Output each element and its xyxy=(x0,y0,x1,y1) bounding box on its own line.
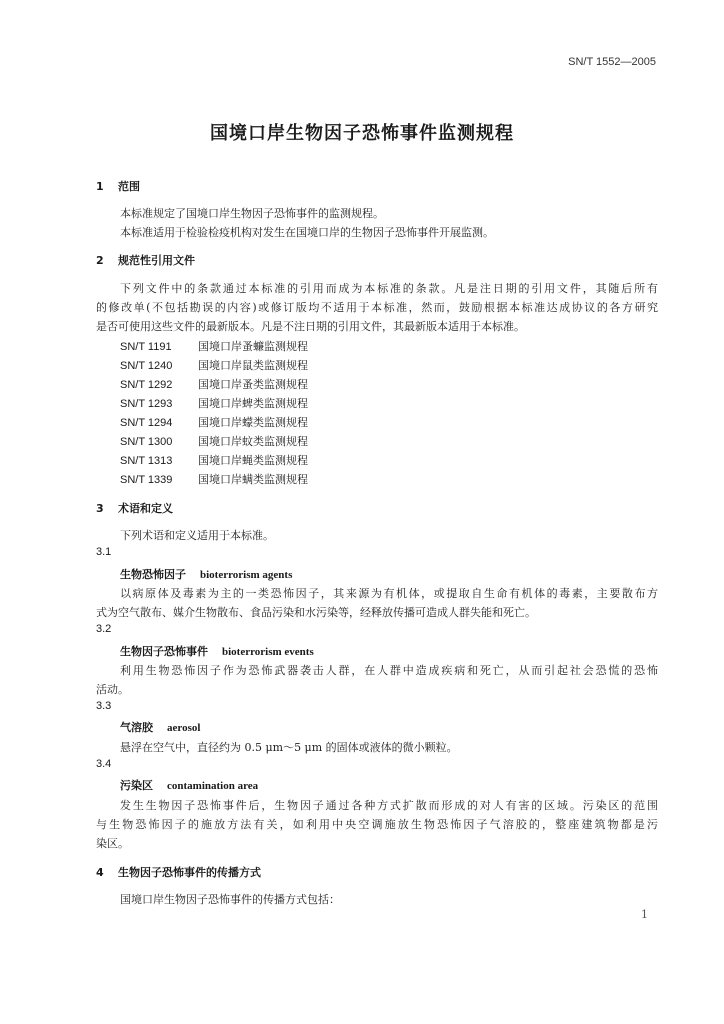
term-chinese: 污染区 xyxy=(120,779,153,792)
page-number: 1 xyxy=(641,908,648,921)
paragraph-line: 活动。 xyxy=(96,683,129,696)
section-number: 3 xyxy=(96,502,104,515)
section-3-heading xyxy=(96,500,173,516)
reference-code: SN/T 1293 xyxy=(120,398,173,410)
reference-name: 国境口岸螨类监测规程 xyxy=(198,473,308,486)
reference-code: SN/T 1191 xyxy=(120,341,172,353)
term-chinese: 生物恐怖因子 xyxy=(120,568,186,581)
reference-name: 国境口岸蚤类监测规程 xyxy=(198,378,308,391)
line-text: 以病原体及毒素为主的一类恐怖因子，其来源为有机体，或提取自生命有机体的毒素，主要散布方 xyxy=(120,587,658,600)
reference-code: SN/T 1339 xyxy=(120,474,173,486)
reference-item xyxy=(120,452,308,468)
section-2-heading xyxy=(96,252,195,268)
line-text: 下列文件中的条款通过本标准的引用而成为本标准的条款。凡是注日期的引用文件，其随后所有 xyxy=(120,282,658,295)
term-chinese: 气溶胶 xyxy=(120,721,153,734)
reference-item xyxy=(120,376,308,392)
reference-name: 国境口岸蝇类监测规程 xyxy=(198,454,308,467)
term-number: 3.3 xyxy=(96,700,112,712)
term-heading xyxy=(120,643,314,659)
term-heading xyxy=(120,777,258,793)
reference-code: SN/T 1300 xyxy=(120,436,173,448)
section-title: 规范性引用文件 xyxy=(118,254,195,267)
reference-code: SN/T 1240 xyxy=(120,360,173,372)
term-english: aerosol xyxy=(167,722,201,734)
paragraph-line xyxy=(96,280,658,296)
reference-item xyxy=(120,471,308,487)
standard-number: SN/T 1552—2005 xyxy=(568,56,656,68)
paragraph-line: 与生物恐怖因子的施放方法有关，如利用中央空调施放生物恐怖因子气溶胶的，整座建筑物都是污 xyxy=(96,818,658,831)
section-title: 术语和定义 xyxy=(118,502,173,515)
reference-item xyxy=(120,433,308,449)
term-english: bioterrorism events xyxy=(222,646,314,658)
document-title: 国境口岸生物因子恐怖事件监测规程 xyxy=(210,123,514,144)
term-heading xyxy=(120,566,292,582)
reference-name: 国境口岸蚊类监测规程 xyxy=(198,435,308,448)
paragraph: 本标准规定了国境口岸生物因子恐怖事件的监测规程。 xyxy=(120,207,384,220)
reference-item xyxy=(120,338,308,354)
line-text: 利用生物恐怖因子作为恐怖武器袭击人群，在人群中造成疾病和死亡，从而引起社会恐慌的恐怖 xyxy=(120,664,658,677)
paragraph-line: 悬浮在空气中，直径约为 0.5 μm～5 μm 的固体或液体的微小颗粒。 xyxy=(120,741,458,754)
line-text: 发生生物因子恐怖事件后，生物因子通过各种方式扩散而形成的对人有害的区域。污染区的范围 xyxy=(120,799,658,812)
paragraph: 下列术语和定义适用于本标准。 xyxy=(120,529,274,542)
paragraph: 本标准适用于检验检疫机构对发生在国境口岸的生物因子恐怖事件开展监测。 xyxy=(120,226,494,239)
reference-code: SN/T 1292 xyxy=(120,379,173,391)
reference-item xyxy=(120,414,308,430)
reference-item xyxy=(120,357,308,373)
paragraph-line: 的修改单(不包括勘误的内容)或修订版均不适用于本标准，然而，鼓励根据本标准达成协议的各方研究 xyxy=(96,301,658,314)
reference-name: 国境口岸蠓类监测规程 xyxy=(198,416,308,429)
reference-item xyxy=(120,395,308,411)
section-title: 生物因子恐怖事件的传播方式 xyxy=(118,866,261,879)
section-number: 2 xyxy=(96,254,104,267)
reference-name: 国境口岸蚤蠊监测规程 xyxy=(198,340,308,353)
reference-code: SN/T 1294 xyxy=(120,417,173,429)
term-number: 3.2 xyxy=(96,623,112,635)
paragraph-line xyxy=(96,662,658,678)
term-chinese: 生物因子恐怖事件 xyxy=(120,645,208,658)
paragraph: 国境口岸生物因子恐怖事件的传播方式包括： xyxy=(120,893,340,906)
reference-name: 国境口岸鼠类监测规程 xyxy=(198,359,308,372)
term-number: 3.1 xyxy=(96,546,112,558)
section-number: 1 xyxy=(96,180,104,193)
paragraph-line: 式为空气散布、媒介生物散布、食品污染和水污染等，经释放传播可造成人群失能和死亡。 xyxy=(96,606,536,619)
paragraph-line xyxy=(96,797,658,813)
term-number: 3.4 xyxy=(96,758,112,770)
reference-name: 国境口岸蜱类监测规程 xyxy=(198,397,308,410)
section-4-heading xyxy=(96,864,261,880)
term-heading xyxy=(120,719,200,735)
paragraph-line xyxy=(96,585,658,601)
term-english: contamination area xyxy=(167,780,259,792)
reference-code: SN/T 1313 xyxy=(120,455,173,467)
paragraph-line: 是否可使用这些文件的最新版本。凡是不注日期的引用文件，其最新版本适用于本标准。 xyxy=(96,320,525,333)
term-english: bioterrorism agents xyxy=(200,569,293,581)
section-number: 4 xyxy=(96,866,104,879)
section-title: 范围 xyxy=(118,180,140,193)
paragraph-line: 染区。 xyxy=(96,837,129,850)
section-1-heading xyxy=(96,178,140,194)
